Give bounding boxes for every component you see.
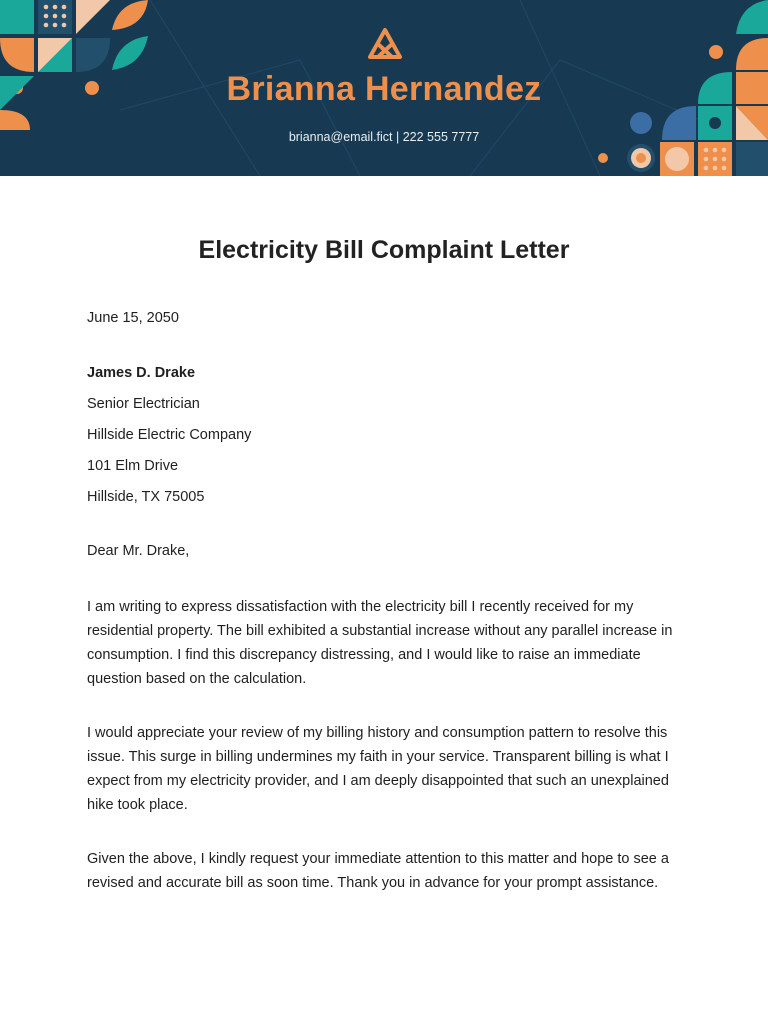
recipient-city: Hillside, TX 75005 [87, 489, 205, 505]
sender-contact: brianna@email.fict | 222 555 7777 [288, 130, 480, 144]
body-paragraph: I am writing to express dissatisfaction with the electricity bill I recently received for my residential property. The bill exhibited a substantial increase without any parallel increase in consumption. I find this discrepancy distressing, and I would like to raise an immediate question based on the calculation. [87, 599, 673, 687]
letter-date: June 15, 2050 [87, 310, 179, 326]
letterhead-banner [0, 0, 768, 176]
triangle-logo-icon [366, 26, 404, 62]
salutation: Dear Mr. Drake, [87, 543, 190, 559]
letter-title: Electricity Bill Complaint Letter [198, 236, 570, 264]
recipient-company: Hillside Electric Company [87, 427, 252, 443]
body-paragraph: Given the above, I kindly request your immediate attention to this matter and hope to see a revised and accurate bill as soon time. Thank you in advance for your prompt assistance. [87, 851, 669, 891]
recipient-street: 101 Elm Drive [87, 458, 179, 474]
sender-name: Brianna Hernandez [226, 70, 542, 108]
body-paragraph: I would appreciate your review of my billing history and consumption pattern to resolve this issue. This surge in billing undermines my faith in your service. Transparent billing is what I expect from my electricity provider, and I am deeply disappointed that such an unexplained hike took place. [87, 725, 669, 813]
recipient-title: Senior Electrician [87, 396, 200, 412]
recipient-name: James D. Drake [87, 365, 196, 381]
